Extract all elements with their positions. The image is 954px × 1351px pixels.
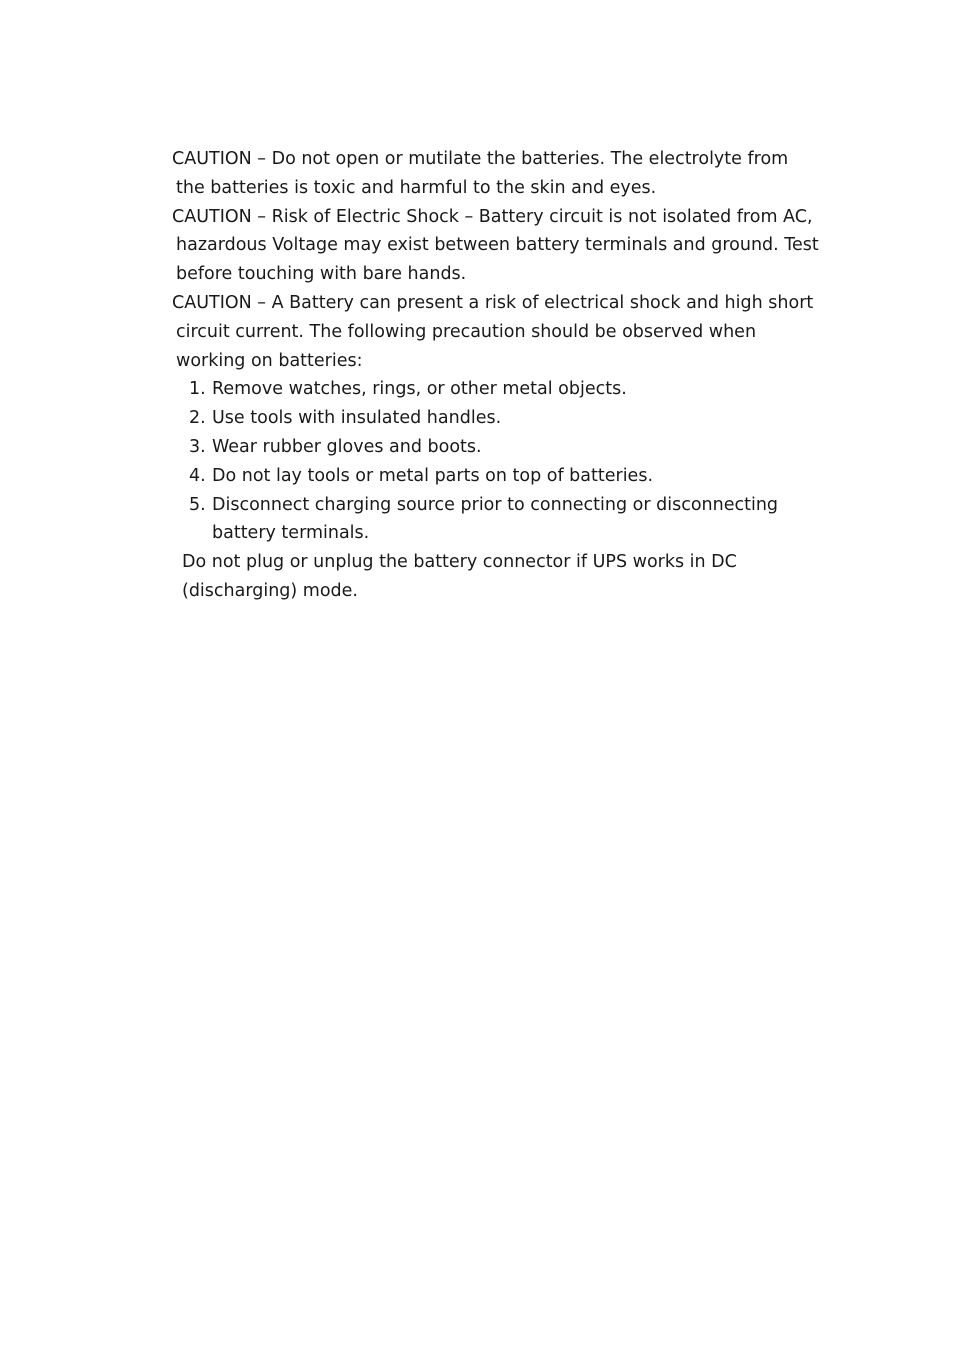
- list-item: [172, 375, 822, 404]
- battery-safety-section: [172, 145, 822, 606]
- list-item-number: 1.: [189, 379, 206, 400]
- list-item-text: Use tools with insulated handles.: [212, 408, 502, 429]
- caution-electric-shock: CAUTION – Risk of Electric Shock – Battery circuit is not isolated from AC, hazardous Voltage may exist between battery terminals and ground. Test before touching with bare hands.: [172, 206, 819, 285]
- list-item-number: 3.: [189, 436, 206, 457]
- caution-short-circuit: CAUTION – A Battery can present a risk of electrical shock and high short circuit current. The following precaution should be observed when working on batteries:: [172, 292, 814, 371]
- list-item-number: 4.: [189, 465, 206, 486]
- list-item: [172, 404, 822, 433]
- list-item-number: 2.: [189, 408, 206, 429]
- list-item: [172, 433, 822, 462]
- list-item-text: Remove watches, rings, or other metal objects.: [212, 379, 627, 400]
- list-item-text: Do not lay tools or metal parts on top of batteries.: [212, 465, 654, 486]
- caution-electrolyte: CAUTION – Do not open or mutilate the batteries. The electrolyte from the batteries is toxic and harmful to the skin and eyes.: [172, 149, 789, 198]
- list-item: [172, 491, 822, 549]
- list-item-number: 5.: [189, 494, 206, 515]
- precaution-list: [172, 375, 822, 548]
- list-item-text: Disconnect charging source prior to connecting or disconnecting battery terminals.: [212, 494, 779, 544]
- list-item-text: Wear rubber gloves and boots.: [212, 436, 482, 457]
- connector-note: Do not plug or unplug the battery connector if UPS works in DC (discharging) mode.: [182, 552, 737, 601]
- list-item: [172, 462, 822, 491]
